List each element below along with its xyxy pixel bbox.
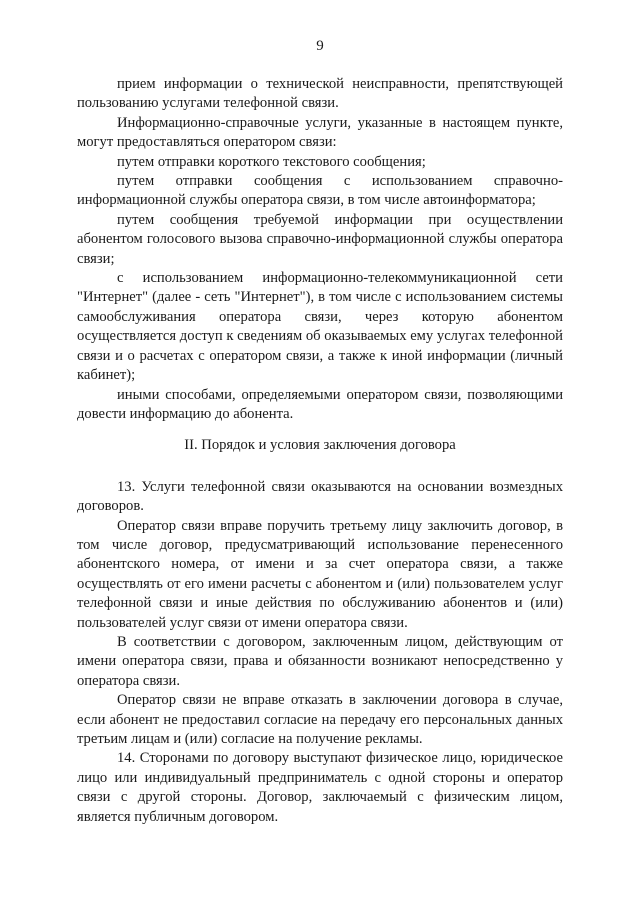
paragraph: Оператор связи не вправе отказать в заключении договора в случае, если абонент не предоставил согласие на передачу его персональных данных третьим лицам и (или) согласие на получение рекламы. — [77, 692, 563, 747]
document-body — [77, 75, 563, 827]
page-number: 9 — [316, 38, 324, 54]
paragraph: 14. Сторонами по договору выступают физическое лицо, юридическое лицо или индивидуальный предприниматель с одной стороны и оператор связи с другой стороны. Договор, заключаемый с физическим лицом, является публичным договором. — [77, 750, 563, 825]
paragraph: с использованием информационно-телекоммуникационной сети "Интернет" (далее - сеть "Интернет"), в том числе с использованием системы самообслуживания оператора связи, через которую абонентом осуществляется доступ к сведениям об оказываемых ему услугах телефонной связи и о расчетах с оператором связи, а также к иной информации (личный кабинет); — [77, 270, 563, 384]
paragraph: путем отправки короткого текстового сообщения; — [117, 153, 426, 170]
paragraph: 13. Услуги телефонной связи оказываются на основании возмездных договоров. — [77, 478, 563, 515]
paragraph: В соответствии с договором, заключенным лицом, действующим от имени оператора связи, права и обязанности возникают непосредственно у оператора связи. — [77, 633, 563, 689]
paragraph: прием информации о технической неисправности, препятствующей пользованию услугами телефонной связи. — [77, 76, 563, 112]
paragraph: путем сообщения требуемой информации при осуществлении абонентом голосового вызова справочно-информационной службы оператора связи; — [77, 211, 563, 267]
paragraph: иными способами, определяемыми оператором связи, позволяющими довести информацию до абонента. — [77, 386, 563, 422]
paragraph: путем отправки сообщения с использованием справочно-информационной службы оператора связи, в том числе автоинформатора; — [77, 173, 563, 209]
paragraph: Оператор связи вправе поручить третьему лицу заключить договор, в том числе договор, предусматривающий использование перенесенного абонентского номера, от имени и за счет оператора связи, а также осуществлять от его имени расчеты с абонентом и (или) пользователем услуг телефонной связи и иные действия по обслуживанию абонентов и (или) пользователей услуг связи от имени оператора связи. — [77, 517, 563, 631]
paragraph: Информационно-справочные услуги, указанные в настоящем пункте, могут предоставляться оператором связи: — [77, 114, 563, 151]
paragraphs-after-heading — [77, 478, 563, 827]
section-heading: II. Порядок и условия заключения договора — [184, 437, 456, 454]
paragraphs-before-heading — [77, 75, 563, 424]
